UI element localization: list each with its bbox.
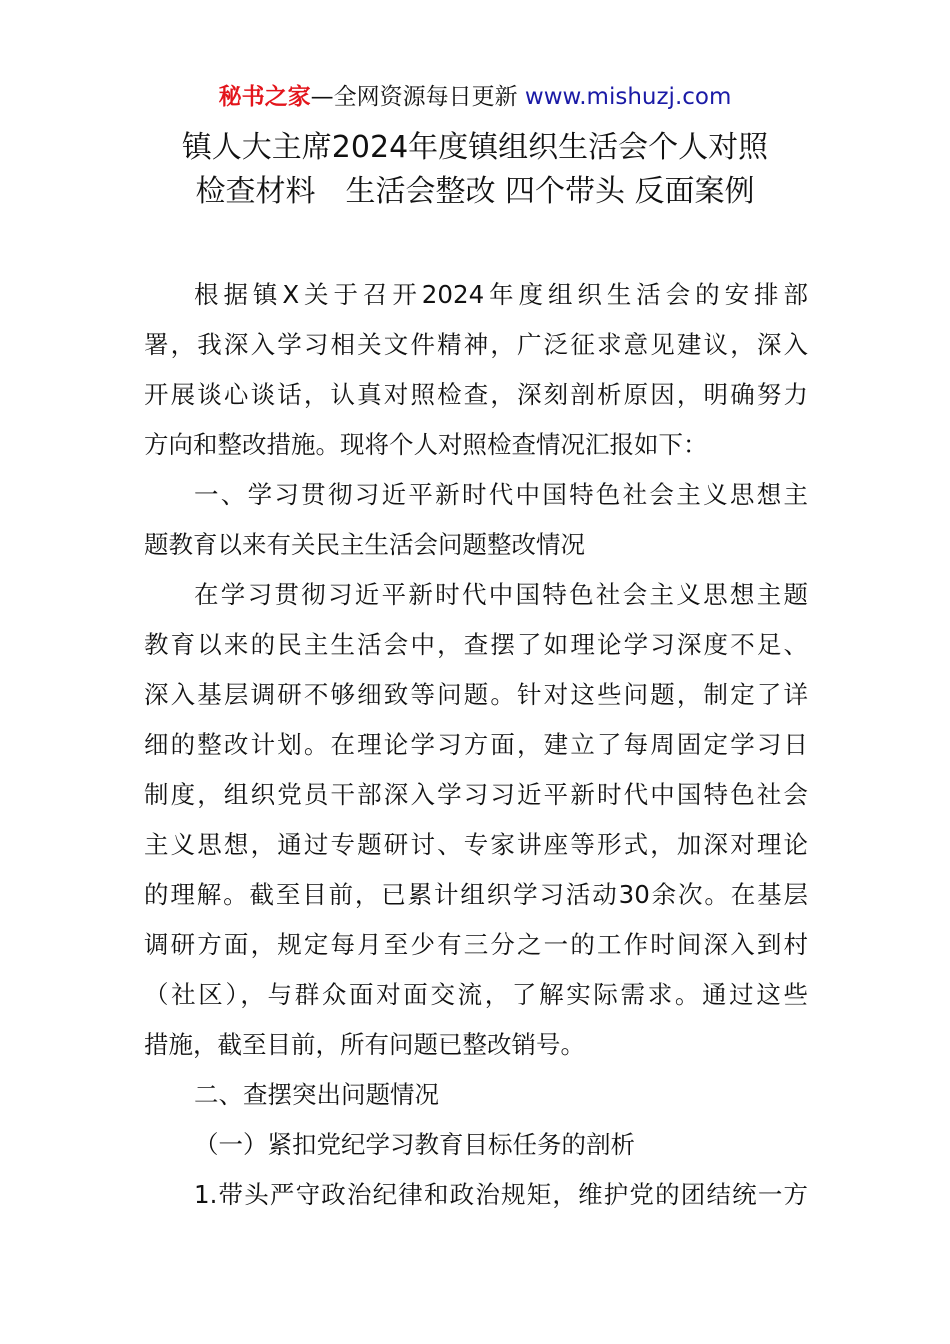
document-body — [144, 270, 808, 1220]
paragraph-line: 署，我深入学习相关文件精神，广泛征求意见建议，深入 — [144, 330, 808, 359]
paragraph-line: 调研方面，规定每月至少有三分之一的工作时间深入到村 — [144, 930, 808, 959]
banner-tagline: —全网资源每日更新 — [310, 84, 525, 110]
paragraph-line: 主义思想，通过专题研讨、专家讲座等形式，加深对理论 — [144, 830, 808, 859]
site-url-link[interactable]: www.mishuzj.com — [524, 84, 732, 110]
paragraph-line: 深入基层调研不够细致等问题。针对这些问题，制定了详 — [144, 680, 808, 709]
paragraph-line: 的理解。截至目前，已累计组织学习活动30余次。在基层 — [144, 880, 808, 909]
paragraph-line: 在学习贯彻习近平新时代中国特色社会主义思想主题 — [194, 580, 808, 609]
brand-name: 秘书之家 — [218, 84, 311, 110]
paragraph-line: 细的整改计划。在理论学习方面，建立了每周固定学习日 — [144, 730, 808, 759]
paragraph-line: 教育以来的民主生活会中，查摆了如理论学习深度不足、 — [144, 630, 808, 659]
section-heading-line: 二、查摆突出问题情况 — [194, 1080, 439, 1109]
paragraph-line: 根据镇X关于召开2024年度组织生活会的安排部 — [194, 280, 808, 309]
paragraph-line: 方向和整改措施。现将个人对照检查情况汇报如下： — [144, 430, 708, 459]
section-heading-line: 题教育以来有关民主生活会问题整改情况 — [144, 530, 585, 559]
paragraph-line: （社区），与群众面对面交流，了解实际需求。通过这些 — [144, 980, 808, 1009]
paragraph-line: 措施，截至目前，所有问题已整改销号。 — [144, 1030, 585, 1059]
paragraph-line: 开展谈心谈话，认真对照检查，深刻剖析原因，明确努力 — [144, 380, 808, 409]
section-heading-line: 一、学习贯彻习近平新时代中国特色社会主义思想主 — [194, 480, 808, 509]
site-banner — [0, 82, 950, 112]
paragraph-line: 1.带头严守政治纪律和政治规矩，维护党的团结统一方 — [194, 1180, 808, 1209]
subsection-heading-line: （一）紧扣党纪学习教育目标任务的剖析 — [194, 1130, 635, 1159]
title-line-1: 镇人大主席2024年度镇组织生活会个人对照 — [181, 130, 769, 165]
paragraph-line: 制度，组织党员干部深入学习习近平新时代中国特色社会 — [144, 780, 808, 809]
title-line-2: 检查材料 生活会整改 四个带头 反面案例 — [195, 174, 755, 209]
document-title — [0, 126, 950, 214]
